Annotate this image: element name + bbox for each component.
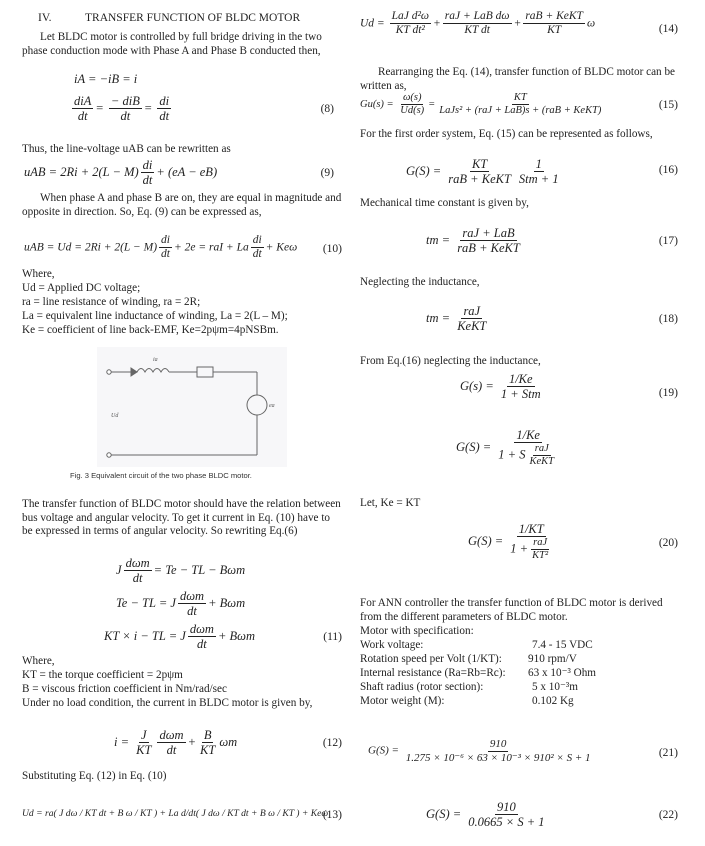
equivalent-circuit-figure [97,347,287,467]
paragraph-transfer-function: The transfer function of BLDC motor should have the relation between bus voltage and angular velocity. To get it current in Eq. (10) have to be expressed in terms of angular velocity. So rewriting Eq.(6) [22,498,341,538]
definition-la: La = equivalent line inductance of winding, La = 2(L – M); [22,310,288,322]
spec-value: 910 rpm/V [528,653,577,665]
equation-currents: iA = −iB = i [74,72,138,86]
equation-8: $\frac{\text{diA}}{dt}$ = $\frac{\text{− diB}}{dt}$ = $\frac{di}{dt}$ (8) [74,94,334,124]
equation-torque-a: J $\frac{\text{dωm}}{dt}$ = Te − TL − Bωm [116,556,246,586]
paragraph-neglect-inductance: Neglecting the inductance, [360,276,480,288]
equation-18: tm = $\frac{\text{raJ}}{\text{KeKT}}$ (18) [426,304,678,334]
equation-number: (13) [322,809,342,821]
equation-15: Gu(s) = $\frac{\omega(s)}{Ud(s)}$ = $\frac{KT}{\text{LaJs² + (raJ + LaB)s + (raB + KeKT)}}$ (15) [360,92,678,117]
label-ia: ia [153,357,158,363]
spec-row [360,639,678,653]
equation-number: (16) [658,164,678,176]
spec-value: 0.102 Kg [532,695,574,707]
paragraph-no-load: Under no load condition, the current in BLDC motor is given by, [22,697,313,709]
spec-label: Work voltage: [360,639,424,651]
spec-row [360,695,678,709]
definition-kt: KT = the torque coefficient = 2pψm [22,669,183,681]
equation-16: G(S) = $\frac{KT}{\text{raB + KeKT}}$ $\frac{1}{\text{Stm + 1}}$ (16) [406,157,678,187]
paragraph-from-eq16: From Eq.(16) neglecting the inductance, [360,355,541,367]
definition-ud: Ud = Applied DC voltage; [22,282,141,294]
figure-background [97,347,287,467]
section-number: IV. [38,12,52,24]
equation-20: G(S) = 1/KT 1 + $\frac{\text{raJ}}{\text{KT²}}$ (20) [468,522,678,562]
equation-9: uAB = 2Ri + 2(L − M) $\frac{di}{dt}$ + (eA − eB) (9) [24,158,334,188]
equation-number: (18) [658,313,678,325]
definition-ke: Ke = coefficient of line back-EMF, Ke=2pψm=4pNSBm. [22,324,279,336]
paragraph-first-order: For the first order system, Eq. (15) can be represented as follows, [360,128,653,140]
equation-number: (8) [320,103,334,115]
equation-number: (19) [658,387,678,399]
equation-torque-b: Te − TL = J $\frac{\text{dωm}}{dt}$ + Bωm [116,589,246,619]
spec-label: Shaft radius (rotor section): [360,681,484,693]
equation-13: Ud = ra( J dω / KT dt + B ω / KT ) + La d/dt( J dω / KT dt + B ω / KT ) + Keω (13) [22,808,342,821]
paragraph-phases: When phase A and phase B are on, they are equal in magnitude and opposite in direction. So, Eq. (9) can be expressed as, [22,192,342,218]
equation-number: (22) [658,809,678,821]
equation-number: (9) [320,167,334,179]
label-ea: ea [269,403,275,409]
definition-ra: ra = line resistance of winding, ra = 2R; [22,296,201,308]
paragraph-ann: For ANN controller the transfer function of BLDC motor is derived from the different parameters of BLDC motor. [360,597,663,623]
equation-22: G(S) = $\frac{910}{0.0665 \times S + 1}$ (22) [426,800,678,830]
equation-number: (20) [658,537,678,549]
where-label-2: Where, [22,655,55,667]
spec-value: 5 x 10⁻³m [532,681,578,693]
definition-b: B = viscous friction coefficient in Nm/rad/sec [22,683,227,695]
spec-title: Motor with specification: [360,625,474,637]
paragraph-substitute: Substituting Eq. (12) in Eq. (10) [22,770,167,782]
equation-19b: G(S) = 1/Ke 1 + S $\frac{\text{raJ}}{\text{KeKT}}$ [456,428,554,468]
spec-row [360,667,678,681]
equation-10: uAB = Ud = 2Ri + 2(L − M) $\frac{di}{dt}$ + 2e = raI + La $\frac{di}{dt}$ + Keω (10) [24,234,342,261]
paragraph-rearranging: Rearranging the Eq. (14), transfer function of BLDC motor can be written as, [360,66,675,92]
equation-11: KT × i − TL = J $\frac{\text{dωm}}{dt}$ + Bωm (11) [104,622,342,652]
equation-number: (17) [658,235,678,247]
figure-caption: Fig. 3 Equivalent circuit of the two phase BLDC motor. [70,471,252,480]
equation-number: (14) [658,23,678,35]
equation-17: tm = $\frac{\text{raJ + LaB}}{\text{raB + KeKT}}$ (17) [426,226,678,256]
equation-number: (10) [322,243,342,255]
equation-number: (21) [658,747,678,759]
spec-label: Motor weight (M): [360,695,445,707]
spec-value: 7.4 - 15 VDC [532,639,593,651]
spec-value: 63 x 10⁻³ Ohm [528,667,596,679]
where-label: Where, [22,268,55,280]
equation-21: G(S) = $\frac{910}{\text{1.275 × 10⁻⁶ × 63 × 10⁻³ × 910² × S + 1}}$ (21) [368,738,678,764]
paragraph-line-voltage: Thus, the line-voltage uAB can be rewritten as [22,143,231,155]
equation-number: (12) [322,737,342,749]
spec-label: Internal resistance (Ra=Rb=Rc): [360,667,506,679]
equation-number: (11) [323,631,342,643]
equation-19: G(s) = $\frac{1/Ke}{\text{1 + Stm}}$ (19) [460,372,678,402]
section-title: TRANSFER FUNCTION OF BLDC MOTOR [85,12,301,24]
equation-14: Ud = $\frac{\text{LaJ d²ω}}{\text{KT dt²}}$ + $\frac{\text{raJ + LaB dω}}{\text{KT dt}}$ + $\frac{\text{raB + KeKT}}{KT}$ ω (14) [360,10,678,37]
label-ud: Ud [111,413,119,419]
paragraph-intro: Let BLDC motor is controlled by full bridge driving in the two phase conduction mode with Phase A and Phase B conducted then, [22,31,322,57]
spec-label: Rotation speed per Volt (1/KT): [360,653,502,665]
spec-row [360,653,678,667]
equation-12: i = $\frac{J}{KT}$ $\frac{\text{dωm}}{dt}$ + $\frac{B}{KT}$ ωm (12) [114,728,342,758]
let-statement: Let, Ke = KT [360,497,421,509]
spec-row [360,681,678,695]
paragraph-time-constant: Mechanical time constant is given by, [360,197,529,209]
equation-number: (15) [658,99,678,111]
